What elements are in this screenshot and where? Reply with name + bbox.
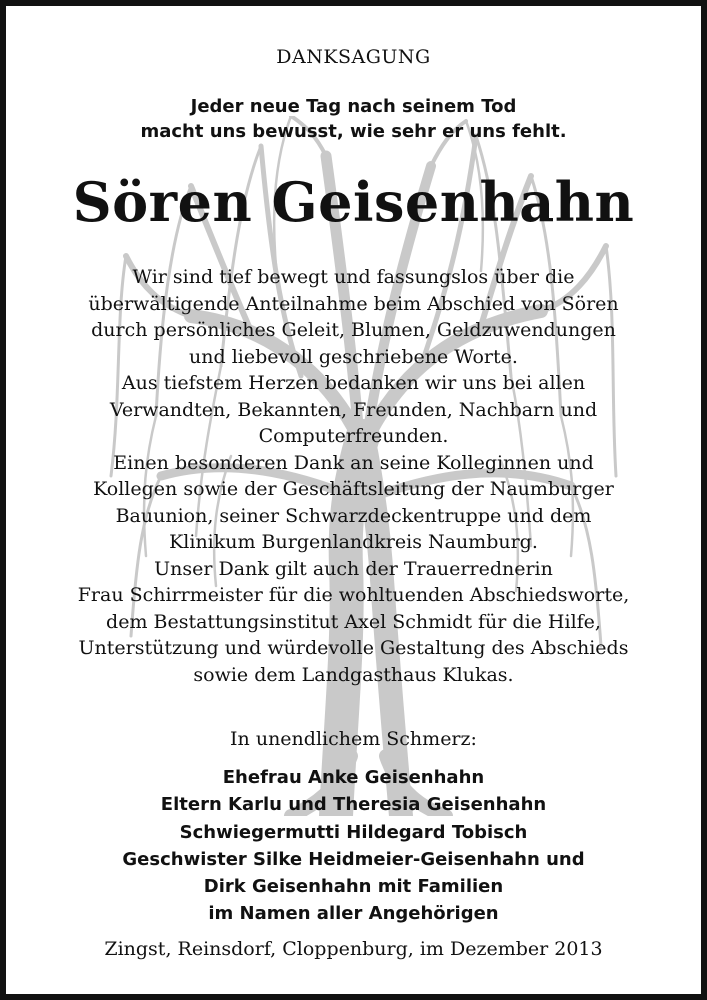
mourner-line: Ehefrau Anke Geisenhahn: [222, 767, 485, 788]
motto: [6, 94, 701, 144]
thanks-line: Computerfreunden.: [258, 425, 449, 447]
mourner-line: Schwiegermutti Hildegard Tobisch: [179, 821, 528, 843]
thanks-line: Bauunion, seiner Schwarzdeckentruppe und dem: [115, 504, 592, 527]
thanks-line: Unterstützung und würdevolle Gestaltung des Abschieds: [78, 637, 629, 659]
thanks-line: Einen besonderen Dank an seine Kolleginnen und: [113, 451, 594, 474]
thanks-line: Unser Dank gilt auch der Trauerrednerin: [154, 557, 553, 580]
closing-phrase: In unendlichem Schmerz:: [230, 728, 477, 750]
thanks-line: dem Bestattungsinstitut Axel Schmidt für die Hilfe,: [106, 610, 601, 633]
motto-line: Jeder neue Tag nach seinem Tod: [190, 96, 517, 117]
thanks-line: überwältigende Anteilnahme beim Abschied von Sören: [88, 292, 619, 315]
mourner-line: Dirk Geisenhahn mit Familien: [203, 876, 504, 898]
thanks-line: Frau Schirrmeister für die wohltuenden Abschiedsworte,: [77, 584, 630, 606]
thanks-line: Aus tiefstem Herzen bedanken wir uns bei allen: [121, 372, 586, 394]
mourner-line: Geschwister Silke Heidmeier-Geisenhahn und: [122, 848, 585, 870]
place-and-date: Zingst, Reinsdorf, Cloppenburg, im Dezember 2013: [104, 938, 603, 960]
thanks-line: sowie dem Landgasthaus Klukas.: [193, 663, 514, 686]
notice-heading: DANKSAGUNG: [276, 46, 431, 68]
notice-content: [6, 6, 701, 994]
thanks-text: [6, 264, 701, 688]
thanks-line: durch persönliches Geleit, Blumen, Geldzuwendungen: [91, 319, 616, 341]
thanks-line: Wir sind tief bewegt und fassungslos über die: [132, 266, 575, 288]
mourner-line: im Namen aller Angehörigen: [208, 903, 499, 925]
thanks-line: Verwandten, Bekannten, Freunden, Nachbarn und: [109, 398, 598, 421]
mourners-list: [6, 764, 701, 928]
mourner-line: Eltern Karlu und Theresia Geisenhahn: [160, 794, 547, 816]
motto-line: macht uns bewusst, wie sehr er uns fehlt.: [140, 121, 567, 142]
thanks-line: Kollegen sowie der Geschäftsleitung der Naumburger: [93, 478, 614, 500]
thanks-line: Klinikum Burgenlandkreis Naumburg.: [169, 531, 538, 553]
deceased-name: Sören Geisenhahn: [72, 170, 635, 234]
thanks-line: und liebevoll geschriebene Worte.: [189, 345, 518, 368]
